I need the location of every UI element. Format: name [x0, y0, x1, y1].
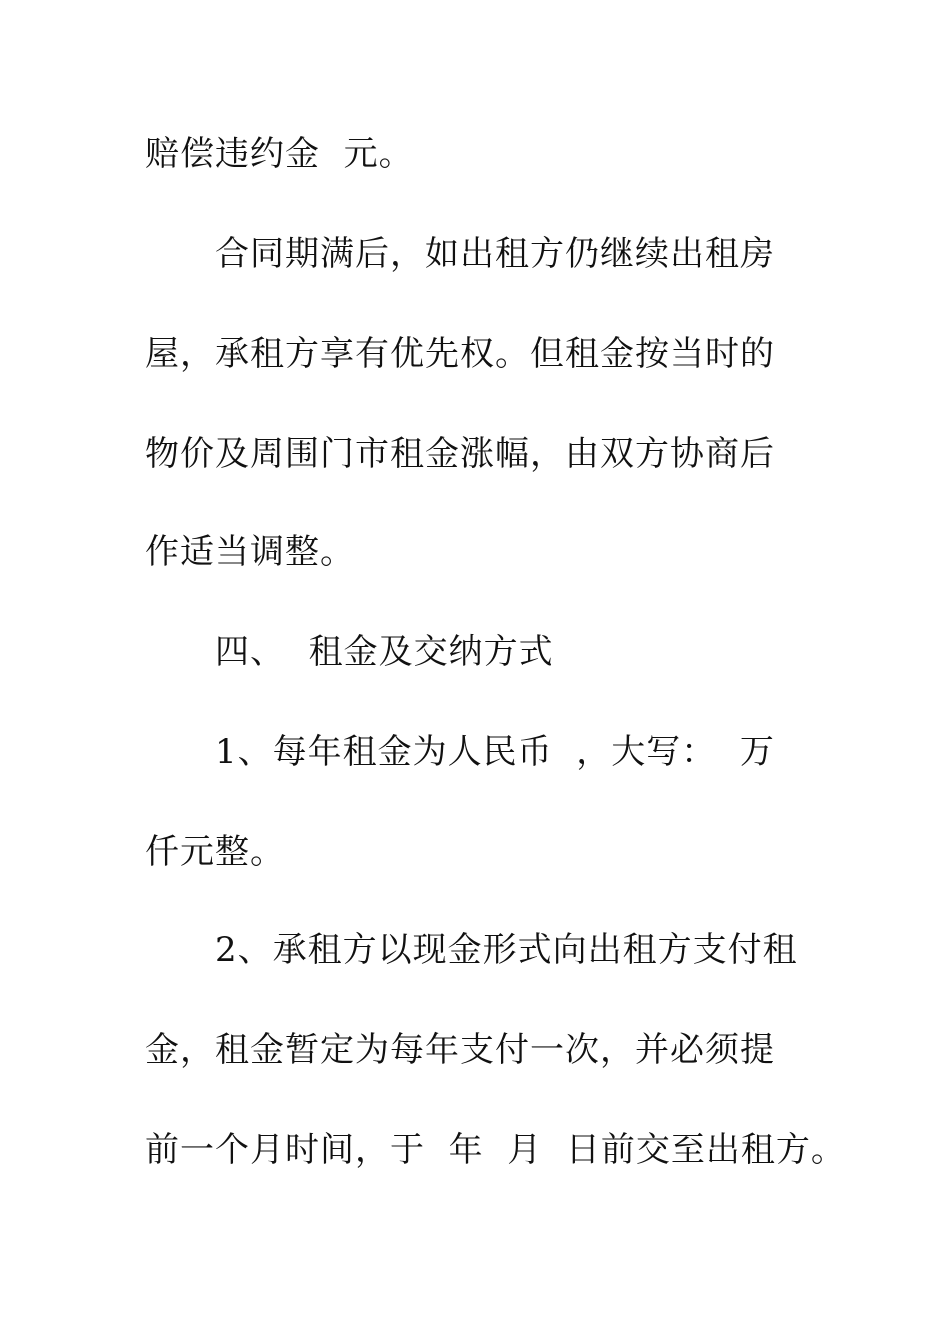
text-line-renewal-2: 屋，承租方享有优先权。但租金按当时的 — [145, 334, 775, 374]
text-line-renewal-4: 作适当调整。 — [145, 532, 355, 572]
text-line-renewal-1: 合同期满后，如出租方仍继续出租房 — [215, 234, 775, 274]
text-line-rent-amount-2: 仟元整。 — [145, 832, 285, 872]
text-line-penalty: 赔偿违约金 元。 — [145, 134, 414, 174]
text-line-renewal-3: 物价及周围门市租金涨幅，由双方协商后 — [145, 434, 775, 474]
text-line-payment-2: 金，租金暂定为每年支付一次，并必须提 — [145, 1030, 775, 1070]
section-heading-rent: 四、 租金及交纳方式 — [215, 632, 554, 672]
text-line-payment-1: 2、承租方以现金形式向出租方支付租 — [215, 930, 798, 970]
text-line-rent-amount-1: 1、每年租金为人民币 ，大写： 万 — [215, 732, 775, 772]
text-line-payment-3: 前一个月时间，于 年 月 日前交至出租方。 — [145, 1130, 846, 1170]
